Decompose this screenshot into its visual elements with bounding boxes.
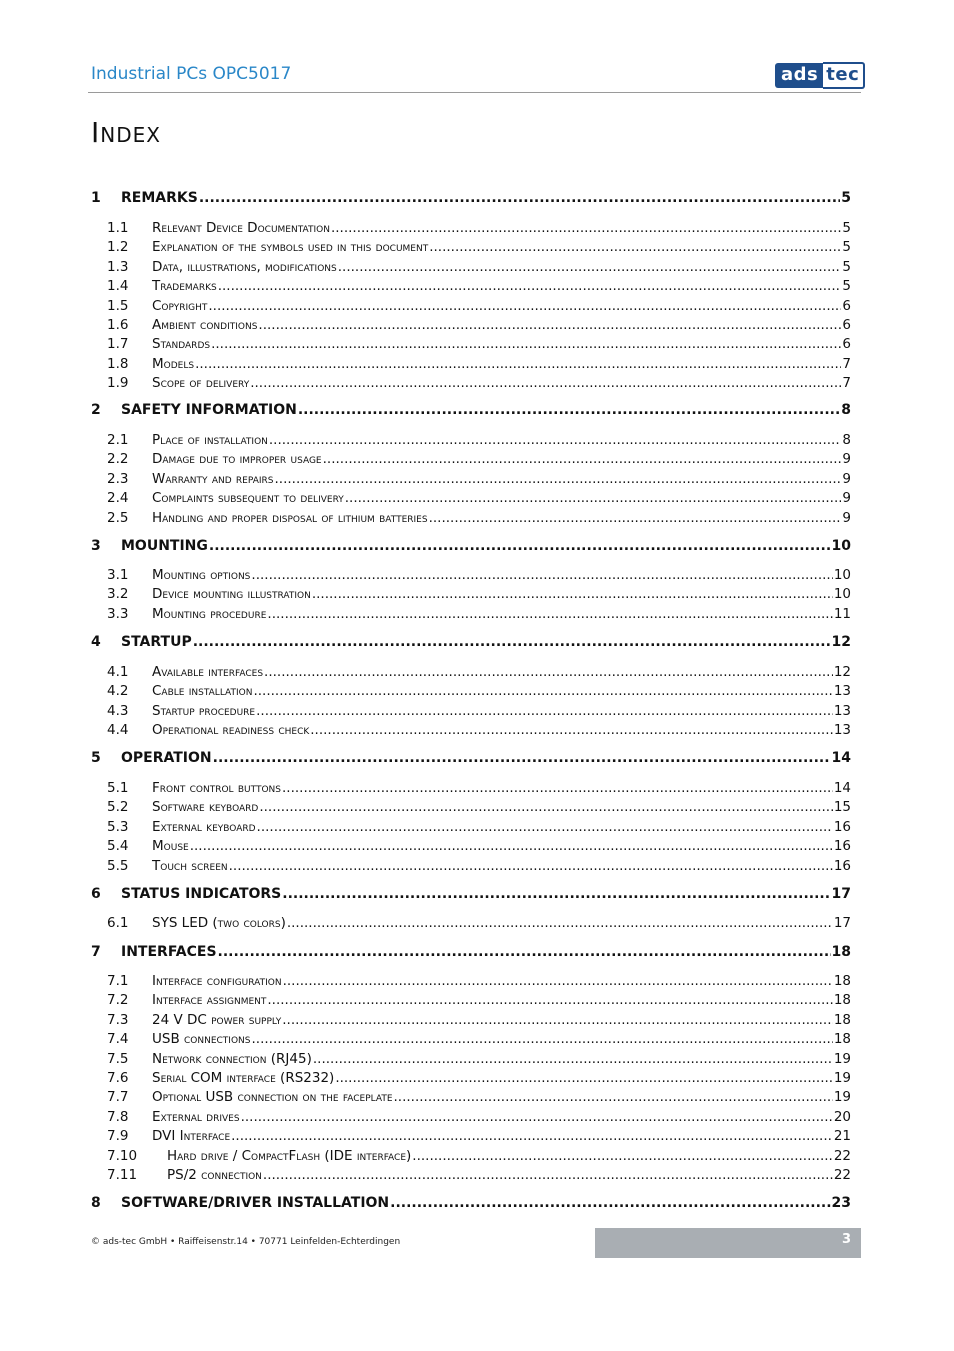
toc-section-entry[interactable] <box>91 1148 851 1164</box>
toc-entry-page: 8 <box>842 432 851 448</box>
toc-section-entry[interactable] <box>91 471 851 487</box>
toc-entry-title: External keyboard <box>152 818 256 835</box>
toc-leader-dots <box>213 750 831 766</box>
toc-chapter-entry[interactable] <box>91 190 851 206</box>
toc-entry-page: 13 <box>833 702 851 719</box>
toc-entry-number: 4 <box>91 634 101 650</box>
toc-entry-title: Models <box>152 355 195 372</box>
toc-entry-page: 18 <box>833 1011 851 1028</box>
toc-entry-title: Front control buttons <box>152 780 281 796</box>
toc-section-entry[interactable] <box>91 259 851 275</box>
toc-entry-title: Damage due to improper usage <box>152 451 322 468</box>
toc-leader-dots <box>429 239 841 255</box>
toc-section-entry[interactable] <box>91 819 851 835</box>
toc-entry-title: Explanation of the symbols used in this document <box>152 239 429 256</box>
toc-entry-number: 3.1 <box>107 567 129 583</box>
toc-entry-number: 2.5 <box>107 509 129 526</box>
toc-chapter-entry[interactable] <box>91 944 851 960</box>
toc-section-entry[interactable] <box>91 664 851 680</box>
toc-section-entry[interactable] <box>91 298 851 314</box>
toc-section-entry[interactable] <box>91 1109 851 1125</box>
toc-section-entry[interactable] <box>91 278 851 294</box>
toc-leader-dots <box>209 538 831 554</box>
toc-leader-dots <box>312 586 833 602</box>
toc-section-entry[interactable] <box>91 1070 851 1086</box>
toc-entry-number: 6 <box>91 886 101 902</box>
toc-leader-dots <box>218 944 831 960</box>
toc-leader-dots <box>229 858 833 874</box>
toc-section-entry[interactable] <box>91 451 851 467</box>
toc-section-entry[interactable] <box>91 992 851 1008</box>
toc-section-entry[interactable] <box>91 567 851 583</box>
toc-leader-dots <box>335 1070 833 1086</box>
toc-section-entry[interactable] <box>91 336 851 352</box>
toc-entry-number: 1 <box>91 190 101 206</box>
toc-entry-number: 2 <box>91 402 101 418</box>
toc-entry-number: 7.10 <box>107 1147 138 1164</box>
toc-entry-title: Cable installation <box>152 683 253 700</box>
toc-entry-number: 4.2 <box>107 683 129 700</box>
toc-entry-page: 22 <box>833 1167 851 1183</box>
toc-leader-dots <box>218 278 842 294</box>
footer-page-number: 3 <box>841 1232 851 1247</box>
toc-entry-page: 18 <box>833 992 851 1009</box>
toc-entry-title: Data, illustrations, modifications <box>152 258 337 275</box>
toc-entry-title: STARTUP <box>121 634 192 650</box>
toc-entry-number: 7.2 <box>107 992 129 1009</box>
toc-entry-number: 5.2 <box>107 799 129 816</box>
toc-entry-page: 5 <box>842 239 851 256</box>
toc-entry-number: 2.3 <box>107 470 129 487</box>
toc-entry-page: 15 <box>833 799 851 816</box>
toc-entry-page: 6 <box>842 317 851 333</box>
toc-entry-page: 9 <box>842 509 851 526</box>
toc-entry-page: 13 <box>833 722 851 739</box>
toc-entry-page: 6 <box>842 297 851 314</box>
toc-entry-page: 5 <box>841 190 851 206</box>
toc-chapter-entry[interactable] <box>91 886 851 902</box>
toc-entry-page: 5 <box>842 258 851 275</box>
toc-entry-page: 7 <box>842 375 851 392</box>
toc-entry-page: 16 <box>833 857 851 874</box>
toc-entry-title: Standards <box>152 336 211 353</box>
toc-entry-title: Trademarks <box>152 278 217 295</box>
toc-entry-title: Serial COM interface (RS232) <box>152 1070 335 1086</box>
toc-entry-number: 3.2 <box>107 586 129 603</box>
toc-entry-number: 1.9 <box>107 375 129 392</box>
toc-section-entry[interactable] <box>91 490 851 506</box>
toc-leader-dots <box>193 634 831 650</box>
toc-section-entry[interactable] <box>91 858 851 874</box>
toc-section-entry[interactable] <box>91 606 851 622</box>
toc-entry-number: 4.4 <box>107 722 129 739</box>
toc-leader-dots <box>258 317 841 333</box>
toc-entry-title: 24 V DC power supply <box>152 1011 282 1028</box>
toc-leader-dots <box>345 490 842 506</box>
toc-entry-number: 3 <box>91 538 101 554</box>
toc-entry-title: Place of installation <box>152 432 268 448</box>
toc-entry-page: 19 <box>833 1050 851 1067</box>
toc-leader-dots <box>323 451 842 467</box>
toc-leader-dots <box>211 336 841 352</box>
toc-section-entry[interactable] <box>91 1031 851 1047</box>
toc-chapter-entry[interactable] <box>91 538 851 554</box>
toc-entry-page: 10 <box>833 567 851 583</box>
toc-entry-title: MOUNTING <box>121 538 208 554</box>
toc-entry-page: 19 <box>833 1089 851 1106</box>
toc-section-entry[interactable] <box>91 356 851 372</box>
toc-entry-number: 7.6 <box>107 1070 129 1086</box>
toc-leader-dots <box>264 664 833 680</box>
toc-leader-dots <box>208 298 841 314</box>
toc-entry-page: 17 <box>833 915 851 931</box>
toc-entry-page: 8 <box>841 402 851 418</box>
toc-entry-title: STATUS INDICATORS <box>121 886 282 902</box>
toc-leader-dots <box>241 1109 833 1125</box>
toc-leader-dots <box>282 886 830 902</box>
toc-entry-number: 3.3 <box>107 605 129 622</box>
toc-entry-title: External drives <box>152 1108 240 1125</box>
toc-entry-number: 5.5 <box>107 857 129 874</box>
toc-leader-dots <box>257 819 833 835</box>
toc-leader-dots <box>298 402 840 418</box>
toc-entry-title: Software keyboard <box>152 799 259 816</box>
toc-section-entry[interactable] <box>91 683 851 699</box>
toc-entry-title: Relevant Device Documentation <box>152 220 330 236</box>
toc-entry-page: 9 <box>842 490 851 507</box>
toc-entry-title: Interface assignment <box>152 992 267 1009</box>
toc-leader-dots <box>331 220 841 236</box>
toc-entry-page: 22 <box>833 1147 851 1164</box>
toc-section-entry[interactable] <box>91 703 851 719</box>
toc-section-entry[interactable] <box>91 1089 851 1105</box>
toc-entry-page: 14 <box>831 750 851 766</box>
toc-leader-dots <box>267 606 832 622</box>
toc-chapter-entry[interactable] <box>91 402 851 418</box>
toc-leader-dots <box>252 1031 833 1047</box>
toc-entry-title: Interface configuration <box>152 973 282 989</box>
toc-section-entry[interactable] <box>91 780 851 796</box>
toc-entry-title: Operational readiness check <box>152 722 310 739</box>
toc-entry-title: OPERATION <box>121 750 212 766</box>
toc-entry-page: 7 <box>842 355 851 372</box>
toc-entry-title: REMARKS <box>121 190 198 206</box>
page-heading: Index <box>91 116 161 149</box>
toc-entry-number: 6.1 <box>107 915 129 931</box>
toc-leader-dots <box>267 992 832 1008</box>
toc-entry-page: 9 <box>842 451 851 468</box>
company-logo <box>775 62 865 88</box>
toc-entry-number: 7.4 <box>107 1031 129 1048</box>
toc-entry-number: 5 <box>91 750 101 766</box>
toc-entry-page: 20 <box>833 1108 851 1125</box>
toc-entry-number: 2.4 <box>107 490 129 507</box>
header-rule <box>88 92 861 93</box>
toc-entry-title: Copyright <box>152 297 208 314</box>
toc-entry-title: Mouse <box>152 838 189 855</box>
toc-entry-page: 16 <box>833 838 851 855</box>
toc-section-entry[interactable] <box>91 1012 851 1028</box>
toc-entry-title: Startup procedure <box>152 702 256 719</box>
toc-section-entry[interactable] <box>91 799 851 815</box>
toc-entry-page: 12 <box>833 664 851 680</box>
toc-entry-title: USB connections <box>152 1031 251 1048</box>
footer-page-box <box>595 1228 861 1258</box>
toc-entry-title: Ambient conditions <box>152 317 258 333</box>
toc-entry-number: 8 <box>91 1195 101 1211</box>
toc-section-entry[interactable] <box>91 586 851 602</box>
toc-entry-title: Optional USB connection on the faceplate <box>152 1089 393 1106</box>
toc-entry-page: 10 <box>831 538 851 554</box>
toc-section-entry[interactable] <box>91 915 851 931</box>
toc-entry-number: 7.8 <box>107 1108 129 1125</box>
toc-entry-title: SAFETY INFORMATION <box>121 402 297 418</box>
toc-section-entry[interactable] <box>91 239 851 255</box>
toc-section-entry[interactable] <box>91 1051 851 1067</box>
toc-entry-page: 18 <box>831 944 851 960</box>
toc-entry-title: Mounting options <box>152 567 251 583</box>
toc-section-entry[interactable] <box>91 510 851 526</box>
toc-entry-title: Complaints subsequent to delivery <box>152 490 344 507</box>
toc-entry-title: Mounting procedure <box>152 605 267 622</box>
toc-section-entry[interactable] <box>91 838 851 854</box>
toc-section-entry[interactable] <box>91 1128 851 1144</box>
toc-entry-number: 4.1 <box>107 664 129 680</box>
toc-entry-page: 14 <box>833 780 851 796</box>
toc-entry-title: Scope of delivery <box>152 375 250 392</box>
toc-entry-page: 10 <box>833 586 851 603</box>
toc-leader-dots <box>412 1148 833 1164</box>
toc-entry-number: 7.7 <box>107 1089 129 1106</box>
toc-entry-number: 4.3 <box>107 702 129 719</box>
toc-leader-dots <box>199 190 840 206</box>
toc-leader-dots <box>283 973 833 989</box>
toc-section-entry[interactable] <box>91 317 851 333</box>
logo-tec: tec <box>823 62 865 89</box>
toc-leader-dots <box>275 471 842 487</box>
toc-entry-number: 2.1 <box>107 432 129 448</box>
logo-ads: ads <box>775 63 823 88</box>
toc-entry-title: PS/2 connection <box>167 1167 262 1183</box>
toc-entry-title: Handling and proper disposal of lithium batteries <box>152 509 428 526</box>
toc-section-entry[interactable] <box>91 375 851 391</box>
toc-leader-dots <box>256 703 833 719</box>
toc-leader-dots <box>282 1012 833 1028</box>
toc-entry-number: 2.2 <box>107 451 129 468</box>
toc-leader-dots <box>190 838 833 854</box>
toc-entry-number: 1.5 <box>107 297 129 314</box>
toc-chapter-entry[interactable] <box>91 750 851 766</box>
toc-section-entry[interactable] <box>91 973 851 989</box>
toc-entry-number: 7.1 <box>107 973 129 989</box>
footer-address: © ads-tec GmbH • Raiffeisenstr.14 • 70771 Leinfelden-Echterdingen <box>91 1237 401 1247</box>
toc-entry-number: 7.3 <box>107 1011 129 1028</box>
toc-leader-dots <box>429 510 842 526</box>
toc-section-entry[interactable] <box>91 722 851 738</box>
toc-entry-title: DVI Interface <box>152 1128 231 1145</box>
toc-entry-title: SYS LED (two colors) <box>152 915 286 931</box>
toc-entry-title: SOFTWARE/DRIVER INSTALLATION <box>121 1195 390 1211</box>
toc-entry-number: 1.1 <box>107 220 129 236</box>
toc-entry-page: 5 <box>842 220 851 236</box>
toc-entry-number: 7.11 <box>107 1167 138 1183</box>
toc-entry-title: Touch screen <box>152 857 228 874</box>
toc-leader-dots <box>287 915 833 931</box>
toc-leader-dots <box>231 1128 833 1144</box>
toc-entry-page: 18 <box>833 973 851 989</box>
toc-entry-number: 7 <box>91 944 101 960</box>
toc-leader-dots <box>263 1167 833 1183</box>
toc-entry-number: 1.7 <box>107 336 129 353</box>
toc-entry-page: 11 <box>833 605 851 622</box>
toc-leader-dots <box>259 799 832 815</box>
toc-entry-page: 17 <box>831 886 851 902</box>
toc-entry-number: 5.4 <box>107 838 129 855</box>
toc-leader-dots <box>250 375 841 391</box>
toc-leader-dots <box>269 432 842 448</box>
toc-chapter-entry[interactable] <box>91 634 851 650</box>
toc-entry-page: 9 <box>842 470 851 487</box>
toc-entry-number: 1.3 <box>107 258 129 275</box>
toc-entry-page: 6 <box>842 336 851 353</box>
toc-leader-dots <box>310 722 833 738</box>
toc-entry-number: 1.2 <box>107 239 129 256</box>
toc-leader-dots <box>338 259 842 275</box>
toc-entry-page: 12 <box>831 634 851 650</box>
toc-entry-title: Warranty and repairs <box>152 470 274 487</box>
toc-leader-dots <box>253 683 832 699</box>
toc-entry-page: 21 <box>833 1128 851 1145</box>
toc-entry-page: 13 <box>833 683 851 700</box>
toc-section-entry[interactable] <box>91 220 851 236</box>
toc-leader-dots <box>390 1195 830 1211</box>
toc-section-entry[interactable] <box>91 432 851 448</box>
toc-leader-dots <box>251 567 832 583</box>
toc-entry-page: 23 <box>831 1195 851 1211</box>
toc-entry-title: Available interfaces <box>152 664 264 680</box>
toc-entry-number: 1.8 <box>107 355 129 372</box>
toc-entry-page: 18 <box>833 1031 851 1048</box>
toc-section-entry[interactable] <box>91 1167 851 1183</box>
toc-leader-dots <box>313 1051 833 1067</box>
toc-entry-title: Device mounting illustration <box>152 586 311 603</box>
toc-entry-page: 16 <box>833 818 851 835</box>
toc-leader-dots <box>195 356 841 372</box>
toc-entry-title: Hard drive / CompactFlash (IDE interface) <box>167 1147 412 1164</box>
toc-entry-number: 7.5 <box>107 1050 129 1067</box>
header-title: Industrial PCs OPC5017 <box>91 64 292 84</box>
toc-entry-title: Network connection (RJ45) <box>152 1050 312 1067</box>
toc-entry-number: 1.4 <box>107 278 129 295</box>
toc-leader-dots <box>282 780 833 796</box>
toc-entry-title: INTERFACES <box>121 944 217 960</box>
toc-chapter-entry[interactable] <box>91 1195 851 1211</box>
toc-entry-page: 19 <box>833 1070 851 1086</box>
toc-leader-dots <box>394 1089 833 1105</box>
toc-entry-number: 1.6 <box>107 317 129 333</box>
toc-entry-number: 7.9 <box>107 1128 129 1145</box>
toc-entry-number: 5.3 <box>107 818 129 835</box>
toc-entry-page: 5 <box>842 278 851 295</box>
toc-entry-number: 5.1 <box>107 780 129 796</box>
